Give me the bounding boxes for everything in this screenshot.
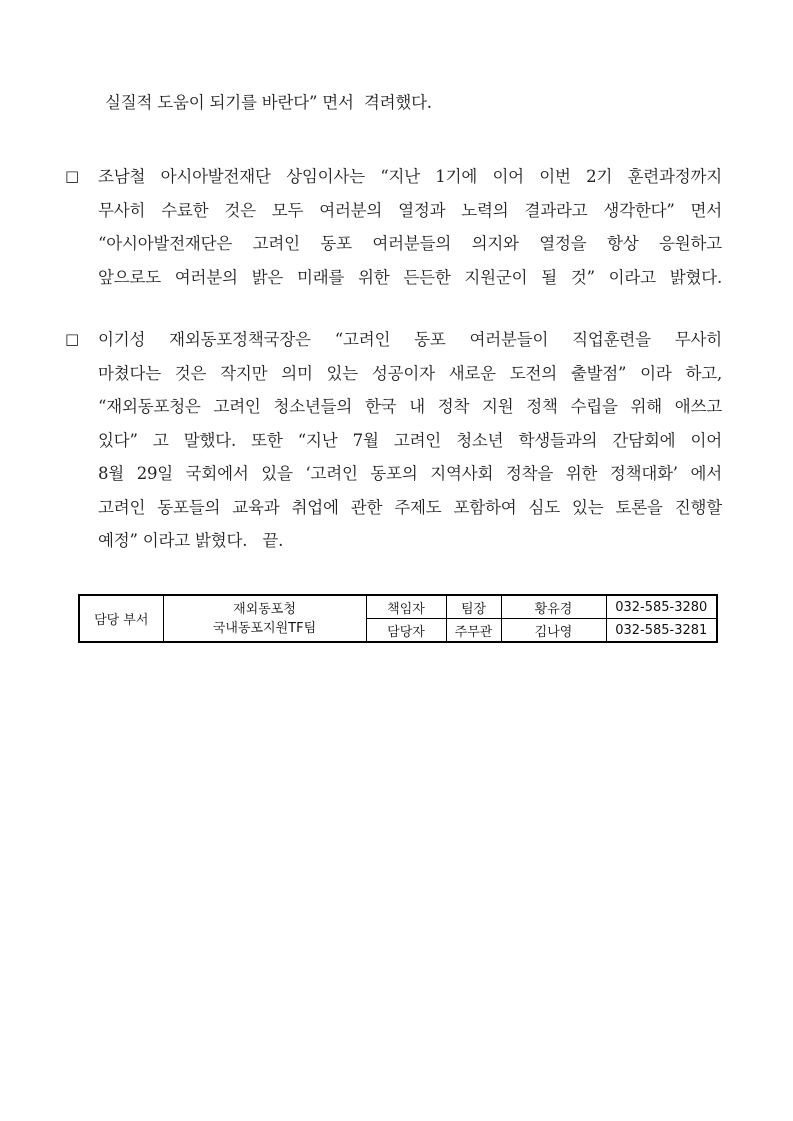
paragraph-line: “아시아발전재단은 고려인 동포 여러분들의 의지와 열정을 항상 응원하고 bbox=[98, 234, 722, 253]
role-cell: 담당자 bbox=[366, 619, 446, 643]
dept-name-line: 재외동포청 bbox=[233, 601, 296, 617]
paragraph-line: 무사히 수료한 것은 모두 여러분의 열정과 노력의 결과라고 생각한다” 면서 bbox=[98, 200, 722, 220]
paragraph-3 bbox=[65, 323, 722, 558]
dept-name-cell bbox=[163, 595, 366, 642]
contact-table bbox=[78, 594, 718, 643]
paragraph-line: 고려인 동포들의 교육과 취업에 관한 주제도 포함하여 심도 있는 토론을 진행할 bbox=[98, 497, 722, 517]
dept-label-cell: 담당 부서 bbox=[79, 595, 163, 642]
paragraph-line: 이기성 재외동포정책국장은 “고려인 동포 여러분들이 직업훈련을 무사히 bbox=[98, 330, 722, 349]
paragraph-line: 예정” 이라고 밝혔다. 끝. bbox=[98, 531, 284, 550]
name-cell: 황유경 bbox=[501, 595, 606, 619]
paragraph-line: 실질적 도움이 되기를 바란다” 면서 격려했다. bbox=[105, 93, 432, 112]
square-bullet-icon: □ bbox=[65, 330, 80, 348]
role-cell: 책임자 bbox=[366, 595, 446, 619]
paragraph-line: 8월 29일 국회에서 있을 ‘고려인 동포의 지역사회 정착을 위한 정책대화’ 에서 bbox=[98, 464, 722, 483]
paragraph-line: 있다” 고 말했다. 또한 “지난 7월 고려인 청소년 학생들과의 간담회에 이어 bbox=[98, 430, 722, 450]
square-bullet-icon: □ bbox=[65, 167, 80, 185]
table-row bbox=[79, 595, 717, 619]
paragraph-2 bbox=[65, 160, 722, 294]
title-cell: 팀장 bbox=[446, 595, 501, 619]
phone-cell: 032-585-3281 bbox=[606, 619, 717, 643]
phone-cell: 032-585-3280 bbox=[606, 595, 717, 619]
name-cell: 김나영 bbox=[501, 619, 606, 643]
dept-name-line: 국내동포지원TF팀 bbox=[212, 620, 317, 636]
paragraph-line: “재외동포청은 고려인 청소년들의 한국 내 정착 지원 정책 수립을 위해 애쓰고 bbox=[98, 397, 722, 416]
paragraph-1 bbox=[98, 86, 722, 120]
paragraph-line: 조남철 아시아발전재단 상임이사는 “지난 1기에 이어 이번 2기 훈련과정까지 bbox=[98, 167, 722, 186]
paragraph-line: 앞으로도 여러분의 밝은 미래를 위한 든든한 지원군이 될 것” 이라고 밝혔다. bbox=[98, 267, 722, 287]
paragraph-line: 마쳤다는 것은 작지만 의미 있는 성공이자 새로운 도전의 출발점” 이라 하고, bbox=[98, 363, 722, 383]
title-cell: 주무관 bbox=[446, 619, 501, 643]
